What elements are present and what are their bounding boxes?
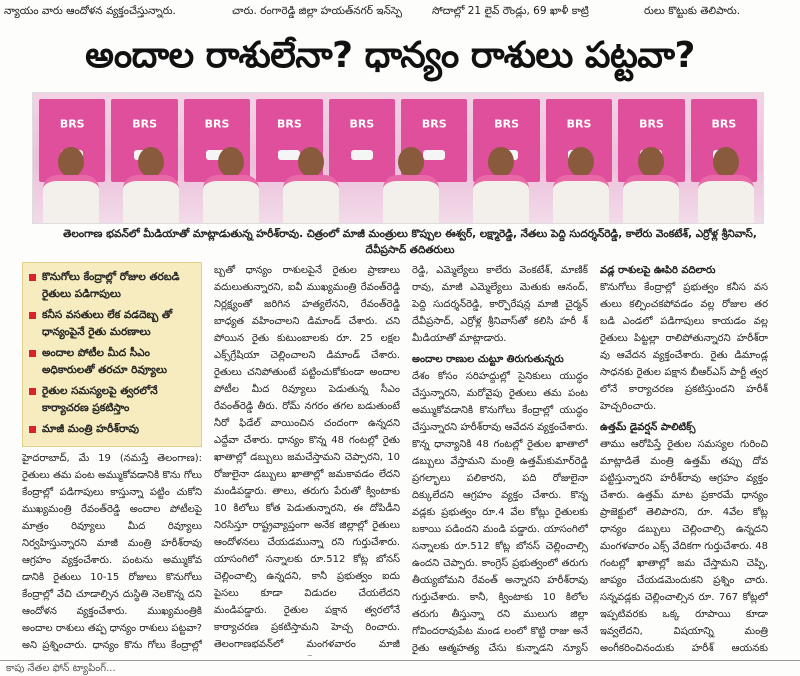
strip-text-4: రులు కొట్టుకు తెలిపారు. (644, 5, 741, 17)
news-photo (32, 92, 764, 224)
photo-caption: తెలంగాణ భవన్‌లో మీడియాతో మాట్లాడుతున్న హరీశ్‌రావు. చిత్రంలో మాజీ మంత్రులు కొప్పుల ఈశ్వర్, లక్ష్మారెడ్డి, నేతలు పెద్ది సుదర్శన్‌రెడ్డి, కాలేరు వెంకటేశ్, ఎర్రోళ్ల శ్రీనివాస్, దేవీప్రసాద్ తదితరులు (63, 228, 757, 256)
highlight-item: కనీస వసతులు లేక వడదెబ్బ తో ధాన్యంపైనే రైతు మరణాలు (29, 307, 195, 341)
person-figure (698, 147, 754, 223)
column-4-text-b: కొనుగోలు కేంద్రాల్లో ప్రభుత్వం కనీస వస తులు కల్పించకపోవడం వల్ల రోజుల తర బడి ఎండలో పడిగాపులు కాయడం వల్ల రైతులు పిట్టల్లా రాలిపోతున్నారని హరీశ్‌రా వు ఆవేదన వ్యక్తంచేశారు. రైతు డిమాండ్ల సాధనకు రైతుల పక్షాన బీఆర్‌ఎస్ పార్టీ త్వర లోనే కార్యాచరణ ప్రకటిస్తుందని హరీశ్ హెచ్చరించారు. (600, 282, 768, 412)
red-square-bullet-icon (29, 426, 36, 433)
column-3-text-b: దేశం కోసం సరిహద్దుల్లో సైనికులు యుద్ధం చేస్తున్నారని, మరోవైపు రైతులు తమ పంట అమ్ముకోవడానికి కొనుగోలు కేంద్రాల్లో యుద్ధం చేస్తున్నారని హరీశ్‌రావు ఆవేదన వ్యక్తంచేశారు. కొన్న ధాన్యానికి 48 గంటల్లో రైతుల ఖాతాలో డబ్బులు వేస్తామని మంత్రి ఉత్తమ్‌కుమార్‌రెడ్డి ప్రగల్భాలు పలికారని, పది రోజులైనా దిక్కులేదని ఆగ్రహం వ్యక్తం చేశారు. కొన్న వడ్లకు ప్రభుత్వం రూ.4 వేల కోట్లు రైతులకు బకాయి పడిందని మండి పడ్డారు. యాసంగిలో సన్నాలకు రూ.512 కోట్ల బోనస్ చెల్లించాల్సి ఉందని చెప్పారు. కాంగ్రెస్ ప్రభుత్వంలో తరుగు తీయ్యబోమని రేవంత్ అన్నారని హరీశ్‌రావు గుర్తుచేశారు. కానీ, క్వింటాకు 10 కిలోల తరుగు తీస్తున్నా రని ములుగు జిల్లా గోవిందరావుపేట మండ లంలో కొట్టి రాజు అనే రైతు ఆత్మహత్య చేసు కున్నాడని న్యూస్ (412, 371, 588, 654)
previous-article-strip (0, 0, 800, 22)
highlight-item: కొనుగోలు కేంద్రాల్లో రోజుల తరబడి రైతులు పడిగాపులు (29, 269, 195, 303)
person-figure (203, 147, 259, 223)
column-4 (600, 262, 768, 656)
red-square-bullet-icon (29, 312, 36, 319)
column-1-body: హైదరాబాద్, మే 19 (నమస్తే తెలంగాణ): రైతులు తమ పంట అమ్ముకోవడానికి కొను గోలు కేంద్రాల్లో పడిగాపులు కాస్తున్నా పట్టిం చుకోని ముఖ్యమంత్రి రేవంత్‌రెడ్డి అందాల పోటీలపై మాత్రం రివ్యూలు మీద రివ్యూలు నిర్వహిస్తున్నారని మాజీ మంత్రి హరీశ్‌రావు ఆగ్రహం వ్యక్తంచేశారు. పంటను అమ్ముకోవ డానికి రైతులు 10-15 రోజులు కొనుగోలు కేంద్రాల్లో వేచి చూడాల్సిన దుస్థితి నెలకొన్న దని ఆందోళన వ్యక్తంచేశారు. ముఖ్యమంత్రికి అందాల రాశులు తప్ప ధాన్యం రాశులు పట్టవా? అని ప్రశ్నించారు. ధాన్యం కొను గోలు కేంద్రాల్లో (22, 453, 202, 651)
strip-text-1: న్యాయం వారు ఆందోళన వ్యక్తంచేస్తున్నారు. (4, 5, 176, 17)
next-article-strip: కాపు నేతల ఫోన్ ట్యాపింగ్... (0, 660, 800, 676)
column-2-body: బ్బతో ధాన్యం రాశులపైనే రైతుల ప్రాణాలు వదులుతున్నారని, ఐవీ ముఖ్యమంత్రి రేవంత్‌రెడ్డి నిర్లక్ష్యంతో జరిగిన హత్యలేనని, రేవంత్‌రెడ్డి బాధ్యత వహించాలని డిమాండ్ చేశారు. చని పోయిన రైతు కుటుంబాలకు రూ. 25 లక్షల ఎక్స్‌గ్రేషియా చెల్లించాలని డిమాండ్ చేశారు. రైతులు చనిపోతుంటే పట్టించుకోకుండా అందాల పోటీల మీద రివ్యూలు పెడుతున్న సీఎం రేవంత్‌రెడ్డి తీరు. రోమ్ నగరం తగల బడుతుంటే నీరో ఫిడేల్ వాయించిన చందంగా ఉన్నదని ఎద్దేవా చేశారు. ధాన్యం కొన్న 48 గంటల్లో రైతు ఖాతాల్లో డబ్బులు జమచేస్తామని చెప్పారని, 10 రోజులైనా డబ్బులు ఖాతాల్లో జమకావడం లేదని మండిపడ్డారు. తాలు, తరుగు పేరుతో క్వింటాకు 10 కిలోలు కోత పెడుతున్నారని, ఈ దోపిడీని నిరసిస్తూ రాష్ట్రవ్యాప్తంగా అనేక జిల్లాల్లో రైతులు ఆందోళనలు చేయడమున్నా రని గుర్తుచేశారు. యాసంగిలో సన్నాలకు రూ.512 కోట్ల బోనస్ చెల్లించాల్సి ఉన్నదని, కానీ ప్రభుత్వం ఐదు పైసలు కూడా విడుదల చేయలేదని మండిపడ్డారు. రైతుల పక్షాన త్వరలోనే కార్యాచరణ ప్రకటిస్తామని హెచ్చ రించారు. తెలంగాణభవన్‌లో మంగళవారం మాజీ (214, 265, 400, 650)
strip-text-3: సోదాల్లో 21 లైవ్ రౌండ్లు, 69 ఖాళీ కాట్రి (432, 5, 589, 17)
headline: అందాల రాశులేనా? ధాన్యం రాశులు పట్టవా? (85, 35, 695, 76)
red-square-bullet-icon (29, 388, 36, 395)
highlight-item: రైతుల సమస్యలపై త్వరలోనే కార్యాచరణ ప్రకటిస్తాం (29, 383, 195, 417)
person-figure (473, 147, 529, 223)
person-figure (623, 147, 679, 223)
highlight-item: అందాల పోటీల మీద సీఎం అధికారులతో తరచూ రివ్యూలు (29, 345, 195, 379)
person-figure (553, 147, 609, 223)
brs-backdrop: BRS BRS BRS BRS BRS BRS BRS BRS BRS BRS (33, 93, 763, 188)
highlight-item: మాజీ మంత్రి హరీశ్‌రావు (29, 421, 195, 438)
person-figure (383, 147, 439, 223)
person-figure (43, 147, 99, 223)
subheading: ఉత్తమ్ డైవర్షన్ పాలిటిక్స్ (600, 422, 696, 433)
red-square-bullet-icon (29, 350, 36, 357)
column-3 (412, 262, 588, 656)
person-figure (283, 147, 339, 223)
person-figure (123, 147, 179, 223)
column-4-text-c: తాము ఆరోపిస్తే రైతుల సమస్యల గురించి మాట్లాడితే మంత్రి ఉత్తమ్ తప్పు దోవ పట్టిస్తున్నారని హరీశ్‌రావు ఆగ్రహం వ్యక్తం చేశారు. ఉత్తమ్ మాట ప్రకారమే ధాన్యం ప్రాజెక్టులో తెలిపారని, రూ. 4వేల కోట్ల ధాన్యం డబ్బులు చెల్లించాల్సి ఉన్నదని మంగళవారం ఎక్స్ వేదికగా గుర్తుచేశారు. 48 గంటల్లో ఖాతాల్లో జమ చేస్తామని చెప్పి, జాప్యం చేయడమెందుకని ప్రశ్నిం చారు. సన్నవడ్లకు చెల్లించాల్సిన రూ. 767 కోట్లలో ఇప్పటివరకు ఒక్క రూపాయి కూడా ఇవ్వలేదని, విషయాన్ని మంత్రి అంగీకరించినందుకు హరీశ్ ఆయనకు (600, 439, 768, 654)
subheading: వడ్ల రాశులపై ఊపిరి వదిలారు (600, 265, 716, 276)
highlights-box (22, 262, 202, 447)
red-square-bullet-icon (29, 274, 36, 281)
strip-text-2: చారు. రంగారెడ్డి జిల్లా హయత్‌నగర్ ఇన్‌స్పె (232, 5, 403, 17)
subheading: అందాల రాణుల చుట్టూ తిరుగుతున్నరు (412, 354, 564, 365)
column-3-text-a: రెడ్డి, ఎమ్మెల్యేలు కాలేరు వెంకటేశ్, మాణిక్ రావు, మాజీ ఎమ్మెల్యేలు మెతుకు ఆనంద్, పెద్ది సుదర్శన్‌రెడ్డి, కార్పొరేషన్ల మాజీ చైర్మన్ దేవీప్రసాద్, ఎర్రోళ్ల శ్రీనివాస్‌తో కలిసి హరీ శ్ మీడియాతో మాట్లాడారు. (412, 265, 588, 344)
